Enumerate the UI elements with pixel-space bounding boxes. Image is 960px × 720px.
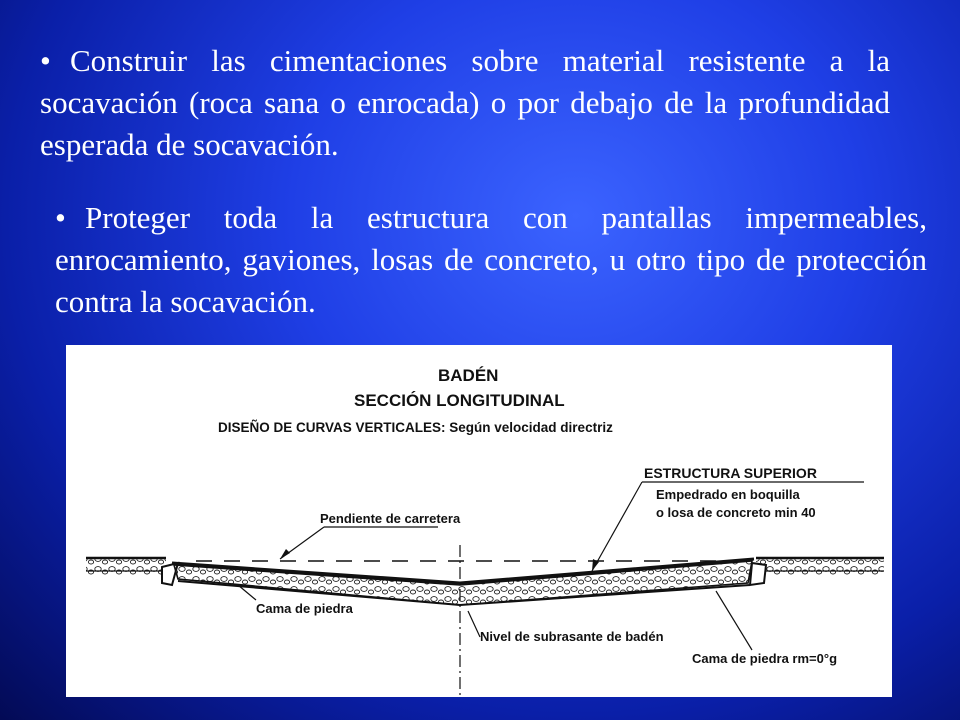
subrasante-leader <box>468 611 480 637</box>
figure-subtitle: SECCIÓN LONGITUDINAL <box>354 391 565 410</box>
bullet-text-cimentaciones: Construir las cimentaciones sobre material resistente a la socavación (roca sana o enrocada) o por debajo de la profundidad esperada de socavación. <box>40 43 890 162</box>
cama-rm-leader <box>716 591 752 650</box>
label-cama-de-piedra: Cama de piedra <box>256 601 353 616</box>
bullet-marker: • <box>55 200 66 235</box>
bullet-text-proteger: Proteger toda la estructura con pantallas impermeables, enrocamiento, gaviones, losas de concreto, u otro tipo de protección contra la socavación. <box>55 200 927 319</box>
label-nivel-subrasante: Nivel de subrasante de badén <box>480 629 664 644</box>
bullet-cimentaciones <box>40 40 890 166</box>
baden-section-figure <box>66 345 892 697</box>
label-losa-concreto: o losa de concreto min 40 <box>656 505 816 520</box>
pendiente-arrowhead <box>280 549 290 559</box>
figure-title: BADÉN <box>438 366 499 385</box>
right-end-block <box>750 563 766 585</box>
bullet-proteger <box>55 197 927 323</box>
right-road-fill <box>756 558 884 576</box>
bullet-marker: • <box>40 43 51 78</box>
label-cama-de-piedra-rm: Cama de piedra rm=0°g <box>692 651 838 666</box>
left-road-fill <box>86 558 166 576</box>
label-estructura-superior: ESTRUCTURA SUPERIOR <box>644 465 817 481</box>
estructura-leader <box>592 482 642 571</box>
label-empedrado: Empedrado en boquilla <box>656 487 800 502</box>
figure-design-note: DISEÑO DE CURVAS VERTICALES: Según velocidad directriz <box>218 420 613 435</box>
label-pendiente-carretera: Pendiente de carretera <box>320 511 461 526</box>
baden-section-diagram <box>66 345 892 697</box>
